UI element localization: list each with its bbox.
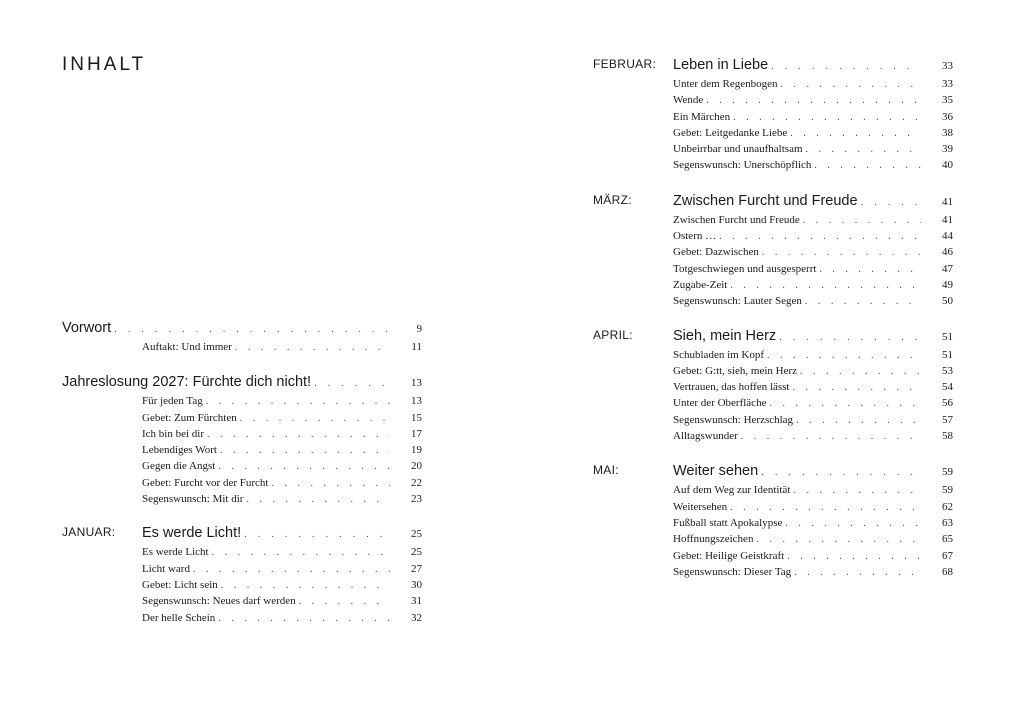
- chapter-title: Vorwort: [62, 320, 112, 336]
- toc-entry-row[interactable]: [593, 111, 953, 127]
- dot-leader: [814, 160, 921, 171]
- page-number: 50: [942, 295, 953, 308]
- dot-leader: [794, 567, 921, 578]
- dot-leader: [771, 61, 921, 72]
- dot-leader: [767, 350, 921, 361]
- page-number: 35: [942, 94, 953, 107]
- dot-leader: [193, 564, 390, 575]
- dot-leader: [314, 378, 390, 389]
- dot-leader: [805, 296, 921, 307]
- toc-entry-row[interactable]: [593, 430, 953, 446]
- toc-chapter-row[interactable]: [593, 328, 953, 349]
- page-number: 59: [942, 484, 953, 497]
- page-number: 49: [942, 278, 953, 291]
- page-number: 58: [942, 430, 953, 443]
- entry-title: Segenswunsch: Neues darf werden: [142, 595, 296, 608]
- toc-entry-row[interactable]: [593, 214, 953, 230]
- toc-entry-row[interactable]: [593, 159, 953, 175]
- toc-entry-row[interactable]: [593, 143, 953, 159]
- page-number: 56: [942, 397, 953, 410]
- entry-title: Vertrauen, das hoffen lässt: [673, 381, 790, 394]
- entry-title: Gebet: Heilige Geistkraft: [673, 549, 785, 562]
- entry-title: Segenswunsch: Lauter Segen: [673, 295, 802, 308]
- dot-leader: [235, 342, 390, 353]
- dot-leader: [220, 445, 390, 456]
- toc-entry-row[interactable]: [593, 533, 953, 549]
- dot-leader: [206, 396, 390, 407]
- chapter-month-label: JANUAR:: [62, 525, 116, 540]
- chapter-title: Es werde Licht!: [142, 525, 242, 542]
- entry-title: Segenswunsch: Herzschlag: [673, 413, 794, 426]
- entry-title: Segenswunsch: Unerschöpflich: [673, 159, 812, 172]
- page-number: 9: [416, 323, 422, 335]
- page-number: 54: [942, 381, 953, 394]
- toc-section: [593, 57, 953, 176]
- dot-leader: [780, 79, 921, 90]
- toc-entry-row[interactable]: [593, 484, 953, 500]
- toc-entry-row[interactable]: [593, 397, 953, 413]
- toc-entry-row[interactable]: [62, 477, 422, 493]
- toc-entry-row[interactable]: [593, 566, 953, 582]
- entry-title: Zwischen Furcht und Freude: [673, 213, 800, 226]
- toc-chapter-row[interactable]: [593, 193, 953, 214]
- dot-leader: [762, 247, 921, 258]
- toc-entry-row[interactable]: [593, 246, 953, 262]
- toc-entry-row[interactable]: [593, 349, 953, 365]
- toc-entry-row[interactable]: [593, 295, 953, 311]
- page-number: 51: [942, 330, 953, 343]
- toc-entry-row[interactable]: [62, 563, 422, 579]
- dot-leader: [218, 613, 390, 624]
- dot-leader: [785, 518, 921, 529]
- toc-entry-row[interactable]: [62, 595, 422, 611]
- chapter-title: Sieh, mein Herz: [673, 327, 777, 344]
- dot-leader: [756, 534, 921, 545]
- toc-entry-row[interactable]: [62, 493, 422, 509]
- page-number: 40: [942, 159, 953, 172]
- toc-entry-row[interactable]: [593, 381, 953, 397]
- dot-leader: [706, 95, 921, 106]
- page-number: 33: [942, 60, 953, 72]
- dot-leader: [741, 431, 921, 442]
- dot-leader: [246, 494, 390, 505]
- entry-title: Ein Märchen: [673, 110, 731, 123]
- page-number: 53: [942, 364, 953, 377]
- entry-title: Zugabe-Zeit: [673, 278, 728, 291]
- entry-title: Schubladen im Kopf: [673, 348, 765, 361]
- toc-right-column: [593, 57, 953, 582]
- page-number: 11: [411, 341, 422, 353]
- page-number: 27: [411, 562, 422, 575]
- toc-entry-row[interactable]: [593, 127, 953, 143]
- dot-leader: [730, 502, 921, 513]
- toc-section: [62, 374, 422, 509]
- entry-title: Gebet: Dazwischen: [673, 246, 759, 259]
- toc-section: [62, 320, 422, 357]
- entry-title: Hoffnungszeichen: [673, 533, 754, 546]
- dot-leader: [800, 366, 921, 377]
- page-number: 41: [942, 213, 953, 226]
- page-number: 63: [942, 516, 953, 529]
- dot-leader: [719, 231, 921, 242]
- toc-entry-row[interactable]: [593, 550, 953, 566]
- page-title: INHALT: [62, 54, 147, 75]
- page-number: 59: [942, 466, 953, 479]
- dot-leader: [299, 596, 390, 607]
- dot-leader: [221, 580, 390, 591]
- chapter-month-label: MÄRZ:: [593, 192, 632, 207]
- toc-chapter-row[interactable]: [62, 525, 422, 546]
- page-number: 15: [411, 411, 422, 424]
- toc-chapter-row[interactable]: [62, 374, 422, 395]
- entry-title: Unter der Oberfläche: [673, 397, 767, 410]
- chapter-title: Zwischen Furcht und Freude: [673, 192, 858, 209]
- entry-title: Weitersehen: [673, 500, 728, 513]
- page-number: 44: [942, 230, 953, 243]
- dot-leader: [779, 332, 921, 343]
- dot-leader: [787, 551, 921, 562]
- page-number: 23: [411, 493, 422, 506]
- toc-chapter-row[interactable]: [593, 463, 953, 484]
- dot-leader: [761, 467, 921, 478]
- page-number: 20: [411, 460, 422, 473]
- chapter-month-label: APRIL:: [593, 327, 633, 342]
- entry-title: Für jeden Tag: [142, 395, 203, 408]
- page-number: 62: [942, 500, 953, 513]
- entry-title: Unter dem Regenbogen: [673, 78, 778, 90]
- toc-entry-row[interactable]: [593, 230, 953, 246]
- dot-leader: [861, 197, 921, 208]
- entry-title: Totgeschwiegen und ausgesperrt: [673, 262, 817, 275]
- chapter-month-label: FEBRUAR:: [593, 57, 657, 71]
- toc-chapter-row[interactable]: [62, 320, 422, 341]
- toc-entry-row[interactable]: [593, 94, 953, 110]
- toc-section: [593, 328, 953, 447]
- page-number: 13: [411, 377, 422, 390]
- toc-entry-row[interactable]: [593, 78, 953, 94]
- dot-leader: [733, 112, 921, 123]
- toc-entry-row[interactable]: [62, 612, 422, 628]
- page-number: 13: [411, 395, 422, 408]
- dot-leader: [207, 429, 390, 440]
- toc-entry-row[interactable]: [593, 414, 953, 430]
- chapter-title: Weiter sehen: [673, 463, 759, 480]
- dot-leader: [790, 128, 921, 139]
- entry-title: Ostern …: [673, 230, 717, 243]
- dot-leader: [240, 413, 390, 424]
- dot-leader: [244, 529, 390, 540]
- toc-section: [593, 463, 953, 582]
- entry-title: Gebet: Licht sein: [142, 578, 218, 591]
- toc-entry-row[interactable]: [62, 460, 422, 476]
- dot-leader: [218, 461, 390, 472]
- page-number: 51: [942, 348, 953, 361]
- entry-title: Gegen die Angst: [142, 460, 216, 473]
- dot-leader: [793, 485, 921, 496]
- chapter-month-label: MAI:: [593, 463, 619, 478]
- chapter-title: Leben in Liebe: [673, 57, 769, 73]
- chapter-title: Jahreslosung 2027: Fürchte dich nicht!: [62, 374, 312, 391]
- page-number: 47: [942, 262, 953, 275]
- toc-entry-row[interactable]: [593, 263, 953, 279]
- entry-title: Gebet: Zum Fürchten: [142, 411, 237, 424]
- entry-title: Wende: [673, 94, 704, 107]
- entry-title: Gebet: Leitgedanke Liebe: [673, 126, 788, 139]
- toc-chapter-row[interactable]: [593, 57, 953, 78]
- entry-title: Segenswunsch: Mit dir: [142, 493, 244, 506]
- toc-entry-row[interactable]: [593, 365, 953, 381]
- page-number: 36: [942, 110, 953, 123]
- entry-title: Alltagswunder: [673, 430, 738, 443]
- entry-title: Gebet: G:tt, sieh, mein Herz: [673, 364, 798, 377]
- entry-title: Ich bin bei dir: [142, 427, 205, 440]
- page-number: 46: [942, 246, 953, 259]
- page-number: 25: [411, 546, 422, 559]
- entry-title: Der helle Schein: [142, 611, 216, 624]
- dot-leader: [803, 215, 921, 226]
- entry-title: Unbeirrbar und unaufhaltsam: [673, 143, 803, 156]
- toc-entry-row[interactable]: [62, 579, 422, 595]
- toc-entry-row[interactable]: [62, 412, 422, 428]
- dot-leader: [806, 144, 921, 155]
- page-number: 17: [411, 427, 422, 440]
- page-number: 31: [411, 595, 422, 608]
- entry-title: Lebendiges Wort: [142, 444, 217, 457]
- page-number: 30: [411, 578, 422, 591]
- toc-entry-row[interactable]: [62, 546, 422, 562]
- dot-leader: [114, 324, 390, 335]
- page-number: 68: [942, 565, 953, 578]
- page-number: 41: [942, 195, 953, 208]
- dot-leader: [730, 280, 921, 291]
- toc-entry-row[interactable]: [62, 428, 422, 444]
- page-number: 32: [411, 611, 422, 624]
- entry-title: Auf dem Weg zur Identität: [673, 484, 791, 497]
- entry-title: Es werde Licht: [142, 546, 209, 559]
- toc-entry-row[interactable]: [593, 279, 953, 295]
- dot-leader: [769, 398, 921, 409]
- toc-entry-row[interactable]: [593, 501, 953, 517]
- toc-left-column: [62, 320, 422, 628]
- toc-entry-row[interactable]: [62, 444, 422, 460]
- entry-title: Gebet: Furcht vor der Furcht: [142, 476, 269, 489]
- entry-title: Fußball statt Apokalypse: [673, 516, 783, 529]
- page-number: 25: [411, 528, 422, 541]
- toc-entry-row[interactable]: [62, 341, 422, 357]
- page-number: 67: [942, 549, 953, 562]
- toc-section: [62, 525, 422, 627]
- toc-entry-row[interactable]: [62, 395, 422, 411]
- toc-entry-row[interactable]: [593, 517, 953, 533]
- dot-leader: [271, 478, 390, 489]
- page-number: 57: [942, 413, 953, 426]
- page-number: 22: [411, 476, 422, 489]
- page-number: 39: [942, 143, 953, 156]
- dot-leader: [819, 264, 921, 275]
- dot-leader: [796, 415, 921, 426]
- page-number: 19: [411, 444, 422, 457]
- page-number: 38: [942, 126, 953, 139]
- toc-section: [593, 193, 953, 312]
- dot-leader: [792, 382, 921, 393]
- page-number: 65: [942, 533, 953, 546]
- dot-leader: [212, 547, 390, 558]
- page-number: 33: [942, 78, 953, 90]
- entry-title: Segenswunsch: Dieser Tag: [673, 565, 792, 578]
- entry-title: Licht ward: [142, 562, 190, 575]
- entry-title: Auftakt: Und immer: [142, 341, 232, 353]
